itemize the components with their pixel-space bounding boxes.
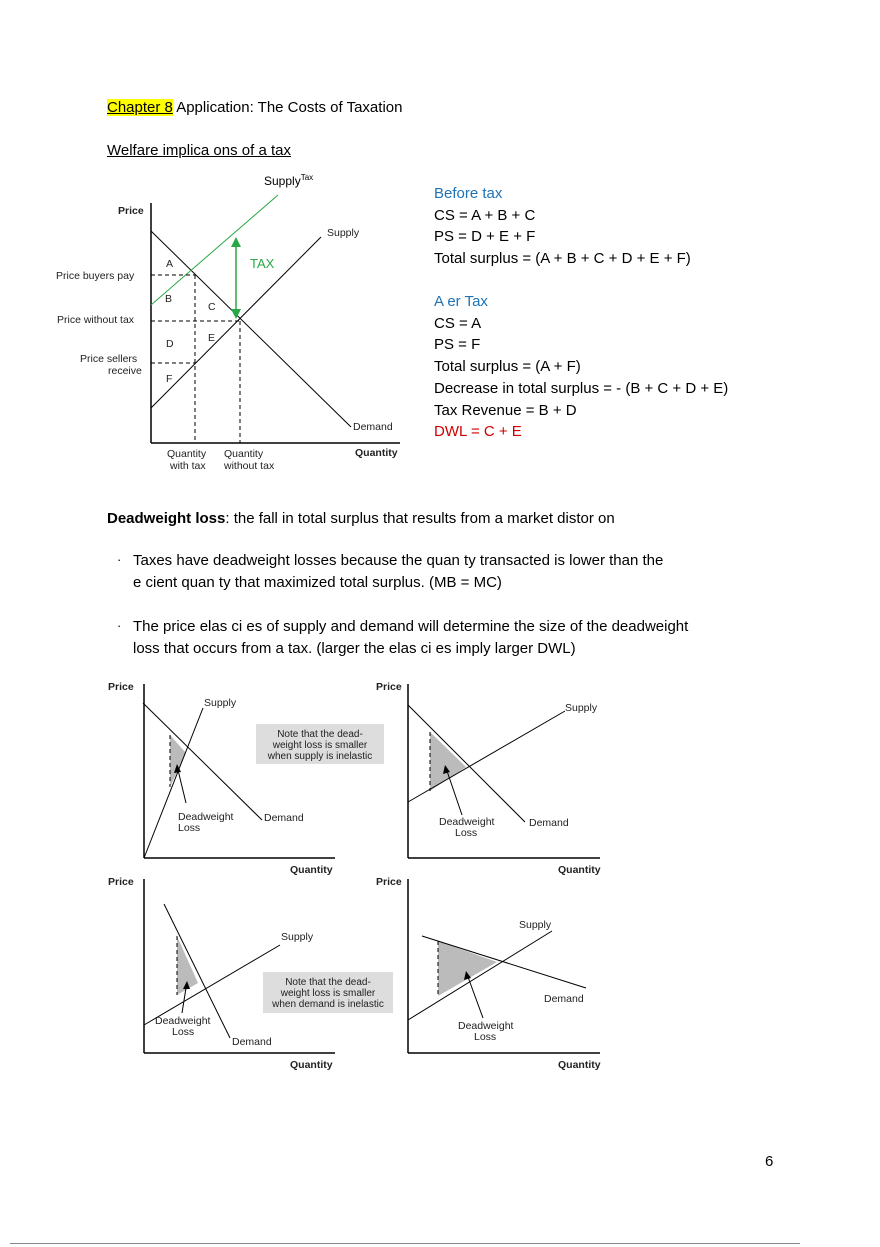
supply-tax-label: Supply$^{Tax}$ [264, 173, 314, 188]
supply-label: Supply [281, 931, 314, 943]
deadweight-loss-area [438, 941, 497, 996]
deadweight-label: Deadweight [155, 1015, 211, 1027]
loss-label: Loss [172, 1026, 195, 1038]
bullet-2-line-2: loss that occurs from a tax. (larger the elas ci es imply larger DWL) [133, 640, 576, 657]
demand-curve [143, 703, 262, 820]
price-without-tax-label: Price without tax [57, 314, 135, 326]
tax-arrow-up-icon [231, 237, 241, 247]
qty-with-tax-label-2: with tax [170, 460, 206, 472]
quantity-label: Quantity [558, 1059, 601, 1071]
chart-inelastic-demand [100, 873, 395, 1071]
supply-label: Supply [519, 919, 552, 931]
after-tax-total: Total surplus = (A + F) [434, 358, 581, 375]
note-line-1: Note that the dead- [277, 729, 363, 740]
qty-without-tax-label-2: without tax [224, 460, 275, 472]
supply-label: Supply [327, 227, 360, 239]
page-number: 6 [765, 1153, 774, 1170]
price-sellers-label: Price sellers [80, 353, 138, 365]
area-c-label: C [208, 301, 216, 313]
area-e-label: E [208, 332, 216, 344]
definition-text: : the fall in total surplus that results from a market distor on [225, 510, 615, 527]
pointer-line [447, 771, 462, 815]
tax-label: TAX [250, 256, 275, 271]
before-tax-total: Total surplus = (A + B + C + D + E + F) [434, 250, 691, 267]
area-d-label: D [166, 338, 174, 350]
supply-curve [144, 708, 203, 858]
after-tax-revenue: Tax Revenue = B + D [434, 402, 577, 419]
supply-curve [144, 945, 280, 1025]
y-axis-label: Price [118, 205, 144, 217]
chart-elastic-demand [370, 873, 610, 1071]
pointer-line [178, 770, 186, 803]
after-tax-cs: CS = A [434, 315, 482, 332]
demand-label: Demand [544, 993, 584, 1005]
chart-elastic-supply [370, 678, 610, 876]
bullet-1-line-2: e cient quan ty that maximized total surplus. (MB = MC) [133, 574, 502, 591]
note-line-1: Note that the dead- [285, 977, 371, 988]
after-tax-heading: A er Tax [434, 293, 488, 310]
quantity-label: Quantity [290, 864, 333, 876]
bullet-2-line-1: The price elas ci es of supply and demand will determine the size of the deadweight [133, 618, 689, 635]
bullet-dot-1: · [117, 552, 122, 567]
deadweight-label: Deadweight [178, 811, 234, 823]
deadweight-loss-area [430, 732, 466, 791]
note-line-3: when supply is inelastic [267, 751, 373, 762]
deadweight-label: Deadweight [458, 1020, 514, 1032]
bullet-dot-2: · [117, 618, 122, 633]
supply-label: Supply [565, 702, 598, 714]
qty-without-tax-label: Quantity [224, 448, 264, 460]
section-heading: Welfare implica ons of a tax [107, 142, 291, 159]
loss-label: Loss [474, 1031, 497, 1043]
deadweight-label: Deadweight [439, 816, 495, 828]
after-tax-dwl: DWL = C + E [434, 423, 522, 440]
price-label: Price [376, 681, 402, 693]
chapter-title: Application: The Costs of Taxation [172, 99, 403, 116]
price-label: Price [108, 876, 134, 888]
price-label: Price [376, 876, 402, 888]
note-line-2: weight loss is smaller [272, 740, 368, 751]
area-f-label: F [166, 373, 173, 385]
price-sellers-label-2: receive [108, 365, 142, 377]
demand-curve [408, 705, 525, 822]
price-buyers-label: Price buyers pay [56, 270, 135, 282]
supply-label: Supply [204, 697, 237, 709]
demand-label: Demand [264, 812, 304, 824]
note-line-2: weight loss is smaller [280, 988, 376, 999]
demand-label: Demand [529, 817, 569, 829]
loss-label: Loss [455, 827, 478, 839]
note-line-3: when demand is inelastic [272, 999, 384, 1010]
demand-label: Demand [353, 421, 393, 433]
area-a-label: A [166, 258, 174, 270]
tax-welfare-chart [40, 165, 420, 485]
chapter-label: Chapter 8 [107, 99, 173, 116]
bullet-1-line-1: Taxes have deadweight losses because the quan ty transacted is lower than the [133, 552, 664, 569]
loss-label: Loss [178, 822, 201, 834]
area-b-label: B [165, 293, 173, 305]
deadweight-definition [107, 510, 615, 527]
x-axis-label: Quantity [355, 447, 398, 459]
pointer-line [468, 977, 483, 1018]
chart-inelastic-supply [100, 678, 395, 876]
qty-with-tax-label: Quantity [167, 448, 207, 460]
after-tax-ps: PS = F [434, 336, 481, 353]
before-tax-ps: PS = D + E + F [434, 228, 536, 245]
quantity-label: Quantity [558, 864, 601, 876]
definition-term: Deadweight loss [107, 510, 226, 527]
before-tax-cs: CS = A + B + C [434, 207, 536, 224]
footer-rule [10, 1243, 800, 1244]
quantity-label: Quantity [290, 1059, 333, 1071]
chapter-header [107, 99, 402, 116]
demand-label: Demand [232, 1036, 272, 1048]
before-tax-heading: Before tax [434, 185, 503, 202]
price-label: Price [108, 681, 134, 693]
supply-curve [408, 931, 552, 1020]
after-tax-decrease: Decrease in total surplus = - (B + C + D + E) [434, 380, 729, 397]
